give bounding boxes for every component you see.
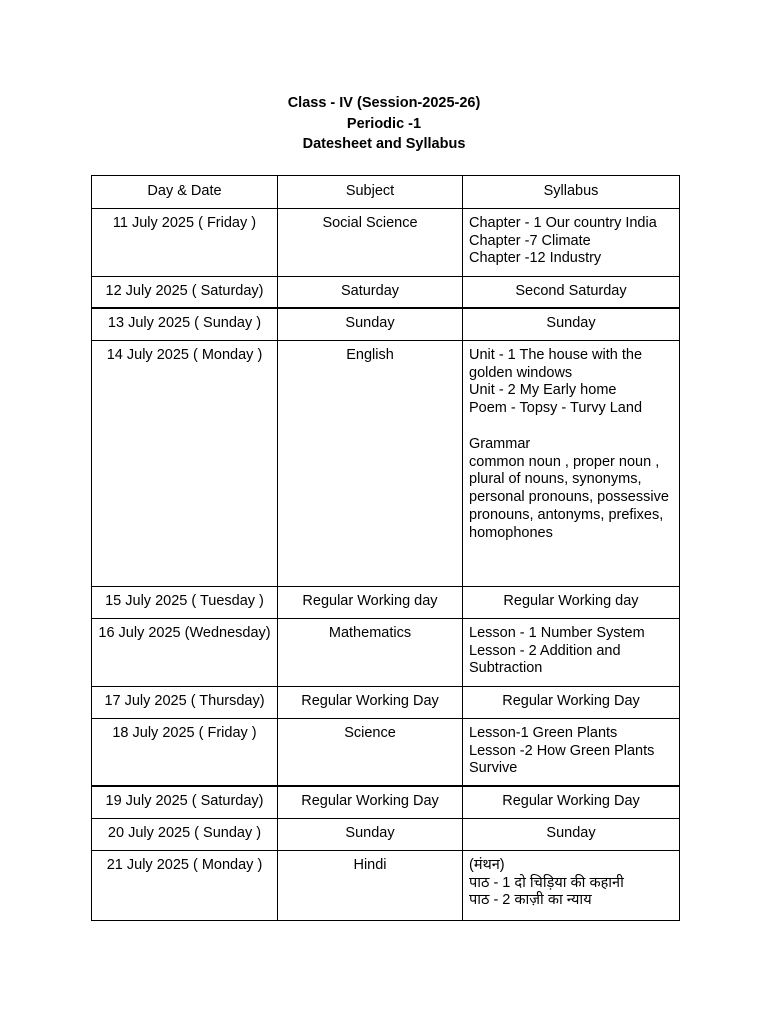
syllabus-line: Chapter - 1 Our country India xyxy=(469,214,657,231)
cell-date: 15 July 2025 ( Tuesday ) xyxy=(92,586,278,618)
cell-date: 19 July 2025 ( Saturday) xyxy=(92,786,278,818)
cell-date: 18 July 2025 ( Friday ) xyxy=(92,718,278,786)
syllabus-line: Second Saturday xyxy=(515,282,627,299)
header-subject: Subject xyxy=(278,176,463,209)
cell-date: 16 July 2025 (Wednesday) xyxy=(92,618,278,686)
cell-subject: Saturday xyxy=(278,276,463,308)
cell-syllabus xyxy=(463,618,680,686)
cell-subject: Hindi xyxy=(278,850,463,920)
table-row xyxy=(92,850,680,920)
table-row xyxy=(92,686,680,718)
syllabus-line: Lesson - 2 Addition and Subtraction xyxy=(469,642,625,677)
cell-date: 17 July 2025 ( Thursday) xyxy=(92,686,278,718)
syllabus-line: Poem - Topsy - Turvy Land xyxy=(469,400,643,417)
exam-title: Periodic -1 xyxy=(346,115,422,132)
table-row xyxy=(92,818,680,850)
cell-syllabus xyxy=(463,276,680,308)
cell-subject: Sunday xyxy=(278,308,463,340)
cell-subject: Social Science xyxy=(278,208,463,276)
header-syllabus: Syllabus xyxy=(463,176,680,209)
syllabus-line: Chapter -12 Industry xyxy=(469,250,602,267)
cell-subject: Regular Working day xyxy=(278,586,463,618)
syllabus-line: Lesson -2 How Green Plants Survive xyxy=(469,742,659,777)
syllabus-line: पाठ - 1 दो चिड़िया की कहानी xyxy=(469,874,624,891)
class-title: Class - IV (Session-2025-26) xyxy=(287,95,481,111)
table-row xyxy=(92,208,680,276)
header-day-date: Day & Date xyxy=(92,176,278,209)
syllabus-line: Regular Working Day xyxy=(502,692,640,709)
cell-subject: English xyxy=(278,340,463,586)
syllabus-line: common noun , proper noun , plural of nouns, synonyms, personal pronouns, possessive pronouns, antonyms, prefixes, homophones xyxy=(469,453,673,541)
cell-date: 14 July 2025 ( Monday ) xyxy=(92,340,278,586)
table-row xyxy=(92,276,680,308)
table-row xyxy=(92,308,680,340)
cell-syllabus xyxy=(463,818,680,850)
cell-subject: Regular Working Day xyxy=(278,686,463,718)
cell-date: 20 July 2025 ( Sunday ) xyxy=(92,818,278,850)
cell-syllabus xyxy=(463,340,680,586)
document-header xyxy=(0,93,768,155)
datesheet-table xyxy=(91,175,680,921)
table-row xyxy=(92,786,680,818)
cell-syllabus xyxy=(463,718,680,786)
cell-subject: Sunday xyxy=(278,818,463,850)
syllabus-line: Grammar xyxy=(469,435,531,452)
table-row xyxy=(92,618,680,686)
cell-subject: Mathematics xyxy=(278,618,463,686)
cell-date: 12 July 2025 ( Saturday) xyxy=(92,276,278,308)
cell-syllabus xyxy=(463,850,680,920)
syllabus-line: Regular Working Day xyxy=(502,793,640,810)
cell-date: 21 July 2025 ( Monday ) xyxy=(92,850,278,920)
cell-syllabus xyxy=(463,208,680,276)
syllabus-line: Lesson - 1 Number System xyxy=(469,624,645,641)
table-row xyxy=(92,718,680,786)
syllabus-line xyxy=(469,418,673,436)
syllabus-line: Sunday xyxy=(546,315,596,332)
table-row xyxy=(92,340,680,586)
syllabus-line: (मंथन) xyxy=(469,856,505,873)
cell-syllabus xyxy=(463,786,680,818)
syllabus-line: Chapter -7 Climate xyxy=(469,232,591,249)
syllabus-line: Unit - 1 The house with the golden windows xyxy=(469,346,647,381)
syllabus-line: Regular Working day xyxy=(503,592,639,609)
cell-date: 11 July 2025 ( Friday ) xyxy=(92,208,278,276)
document-subtitle: Datesheet and Syllabus xyxy=(302,136,466,152)
cell-syllabus xyxy=(463,586,680,618)
table-row xyxy=(92,586,680,618)
cell-syllabus xyxy=(463,686,680,718)
syllabus-line: Sunday xyxy=(546,824,596,841)
table-body xyxy=(92,208,680,920)
cell-subject: Science xyxy=(278,718,463,786)
cell-syllabus xyxy=(463,308,680,340)
syllabus-line: पाठ - 2 काज़ी का न्याय xyxy=(469,892,592,909)
syllabus-line: Lesson-1 Green Plants xyxy=(469,724,618,741)
cell-date: 13 July 2025 ( Sunday ) xyxy=(92,308,278,340)
syllabus-line: Unit - 2 My Early home xyxy=(469,382,617,399)
table-header-row xyxy=(92,176,680,209)
cell-subject: Regular Working Day xyxy=(278,786,463,818)
